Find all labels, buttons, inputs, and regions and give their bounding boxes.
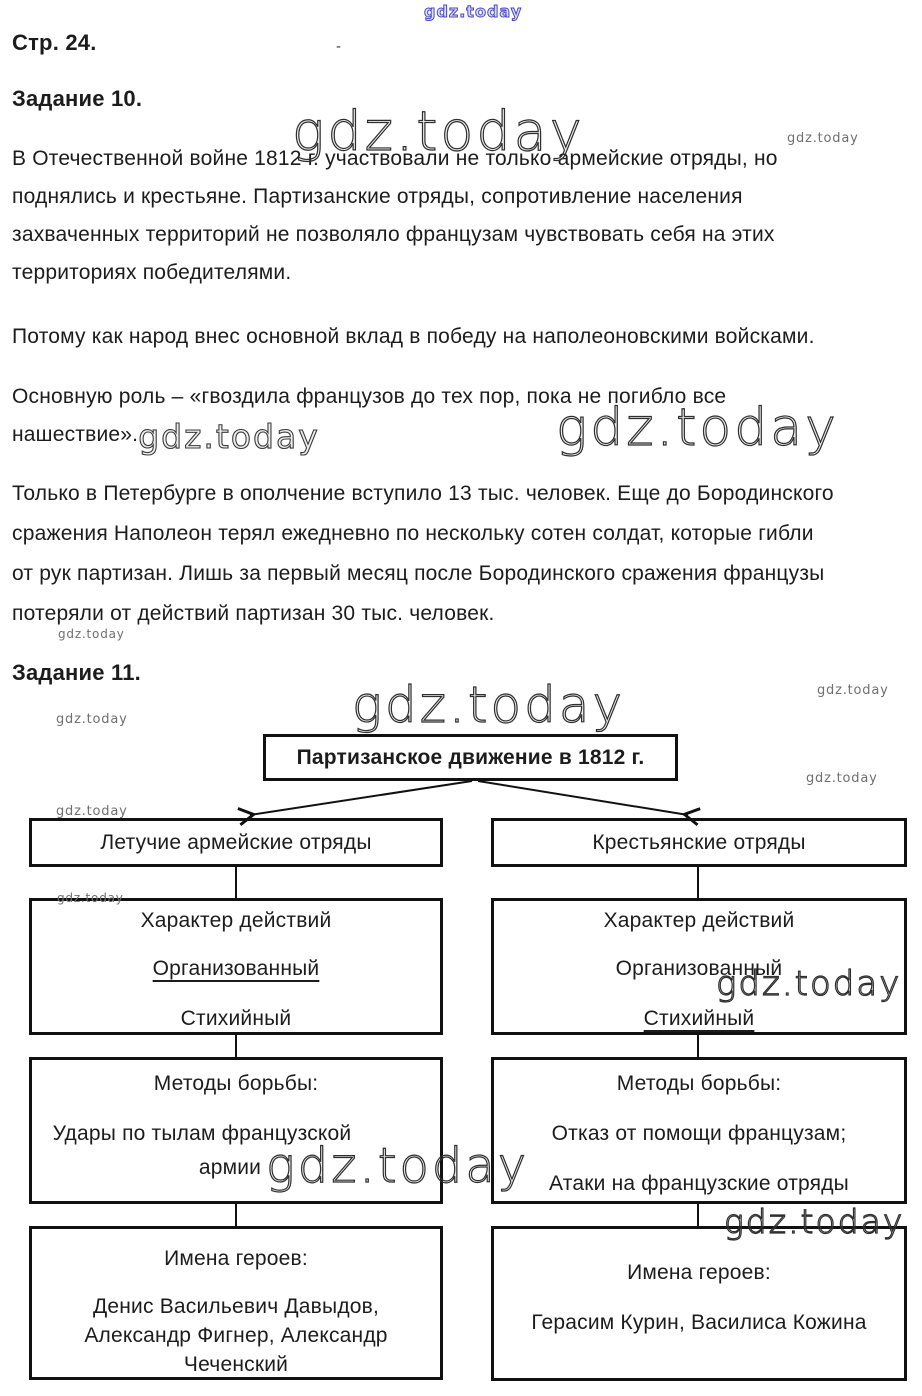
paragraph-line: потеряли от действий партизан 30 тыс. человек.	[12, 602, 495, 625]
watermark-large-task11: gdz.today	[352, 676, 626, 734]
left-character-box	[29, 898, 443, 1035]
task11-title: Задание 11.	[12, 660, 141, 685]
character-option: Организованный	[615, 957, 783, 980]
right-branch-label: Крестьянские отряды	[592, 830, 806, 854]
task10-title: Задание 10.	[12, 86, 143, 111]
paragraph-line: Только в Петербурге в ополчение вступило 13 тыс. человек. Еще до Бородинского	[12, 482, 834, 505]
right-character-box	[491, 898, 907, 1035]
paragraph-line: поднялись и крестьяне. Партизанские отряды, сопротивление населения	[12, 185, 743, 208]
heroes-title: Имена героев:	[627, 1261, 771, 1284]
right-heroes-box	[491, 1226, 907, 1381]
heroes-line: Александр Фигнер, Александр	[84, 1324, 388, 1347]
watermark-mid-character-right: gdz.today	[716, 964, 902, 1004]
watermark-small-above-left-branch: gdz.today	[56, 804, 128, 819]
page-title: Стр. 24.	[12, 30, 97, 55]
right-branch-box	[491, 818, 907, 867]
left-methods-box	[29, 1057, 443, 1204]
methods-title: Методы борьбы:	[153, 1072, 319, 1095]
watermark-small-in-character-left: gdz.today	[57, 891, 124, 905]
heroes-line: Денис Васильевич Давыдов,	[92, 1295, 380, 1318]
methods-line: армии	[198, 1156, 262, 1179]
watermark-small-right-top: gdz.today	[787, 131, 859, 146]
watermark-mid-heroes-right: gdz.today	[724, 1202, 905, 1241]
paragraph-line: от рук партизан. Лишь за первый месяц после Бородинского сражения французы	[12, 562, 825, 585]
task10-paragraph-4	[12, 474, 912, 634]
paragraph-line: Основную роль – «гвоздила французов до тех пор, пока не погибло все	[12, 385, 727, 408]
watermark-large-mid: gdz.today	[556, 398, 839, 458]
task10-paragraph-3	[12, 378, 912, 454]
paragraph-line: сражения Наполеон терял ежедневно по нескольку сотен солдат, которые гибли	[12, 522, 814, 545]
watermark-small-right-task11: gdz.today	[817, 683, 889, 698]
stray-mark: -	[336, 38, 341, 55]
character-option	[32, 957, 440, 981]
character-option: Стихийный	[180, 1007, 292, 1030]
methods-line: Атаки на французские отряды	[549, 1172, 849, 1195]
paragraph-line: территориях победителями.	[12, 261, 292, 284]
character-title: Характер действий	[603, 909, 795, 932]
watermark-small-bottom-left: gdz.today	[58, 627, 125, 641]
watermark-top-blue: gdz.today	[424, 2, 523, 21]
character-option	[494, 1007, 904, 1031]
right-methods-box	[491, 1057, 907, 1204]
heroes-line: Чеченский	[183, 1353, 289, 1376]
task10-paragraph-2	[12, 318, 912, 356]
methods-line: Отказ от помощи французам;	[551, 1122, 847, 1145]
heroes-line: Герасим Курин, Василиса Кожина	[531, 1311, 867, 1334]
left-branch-label: Летучие армейские отряды	[100, 830, 372, 854]
paragraph-line: Потому как народ внес основной вклад в победу на наполеоновскими войсками.	[12, 325, 815, 348]
character-option-underlined: Стихийный	[643, 1007, 755, 1030]
watermark-small-left-task11: gdz.today	[56, 712, 128, 727]
watermark-large-task10: gdz.today	[292, 100, 585, 163]
task10-paragraph-1	[12, 140, 912, 292]
watermark-small-below-root: gdz.today	[806, 771, 878, 786]
paragraph-text: нашествие».	[12, 423, 139, 446]
left-heroes-box	[29, 1226, 443, 1380]
methods-line: Удары по тылам французской	[52, 1122, 352, 1145]
paragraph-line: В Отечественной войне 1812 г. участвовали не только армейские отряды, но	[12, 147, 778, 170]
paragraph-line-with-watermark: нашествие».gdz.today	[12, 417, 320, 456]
methods-title: Методы борьбы:	[616, 1072, 782, 1095]
left-branch-box	[29, 818, 443, 867]
diagram-root-box	[263, 734, 678, 781]
character-title: Характер действий	[140, 909, 332, 932]
paragraph-line: захваченных территорий не позволяло французам чувствовать себя на этих	[12, 223, 775, 246]
watermark-large-methods-left: gdz.today	[266, 1138, 530, 1194]
heroes-title: Имена героев:	[164, 1247, 308, 1270]
diagram-root-label: Партизанское движение в 1812 г.	[296, 745, 645, 769]
character-option-underlined: Организованный	[152, 957, 320, 980]
